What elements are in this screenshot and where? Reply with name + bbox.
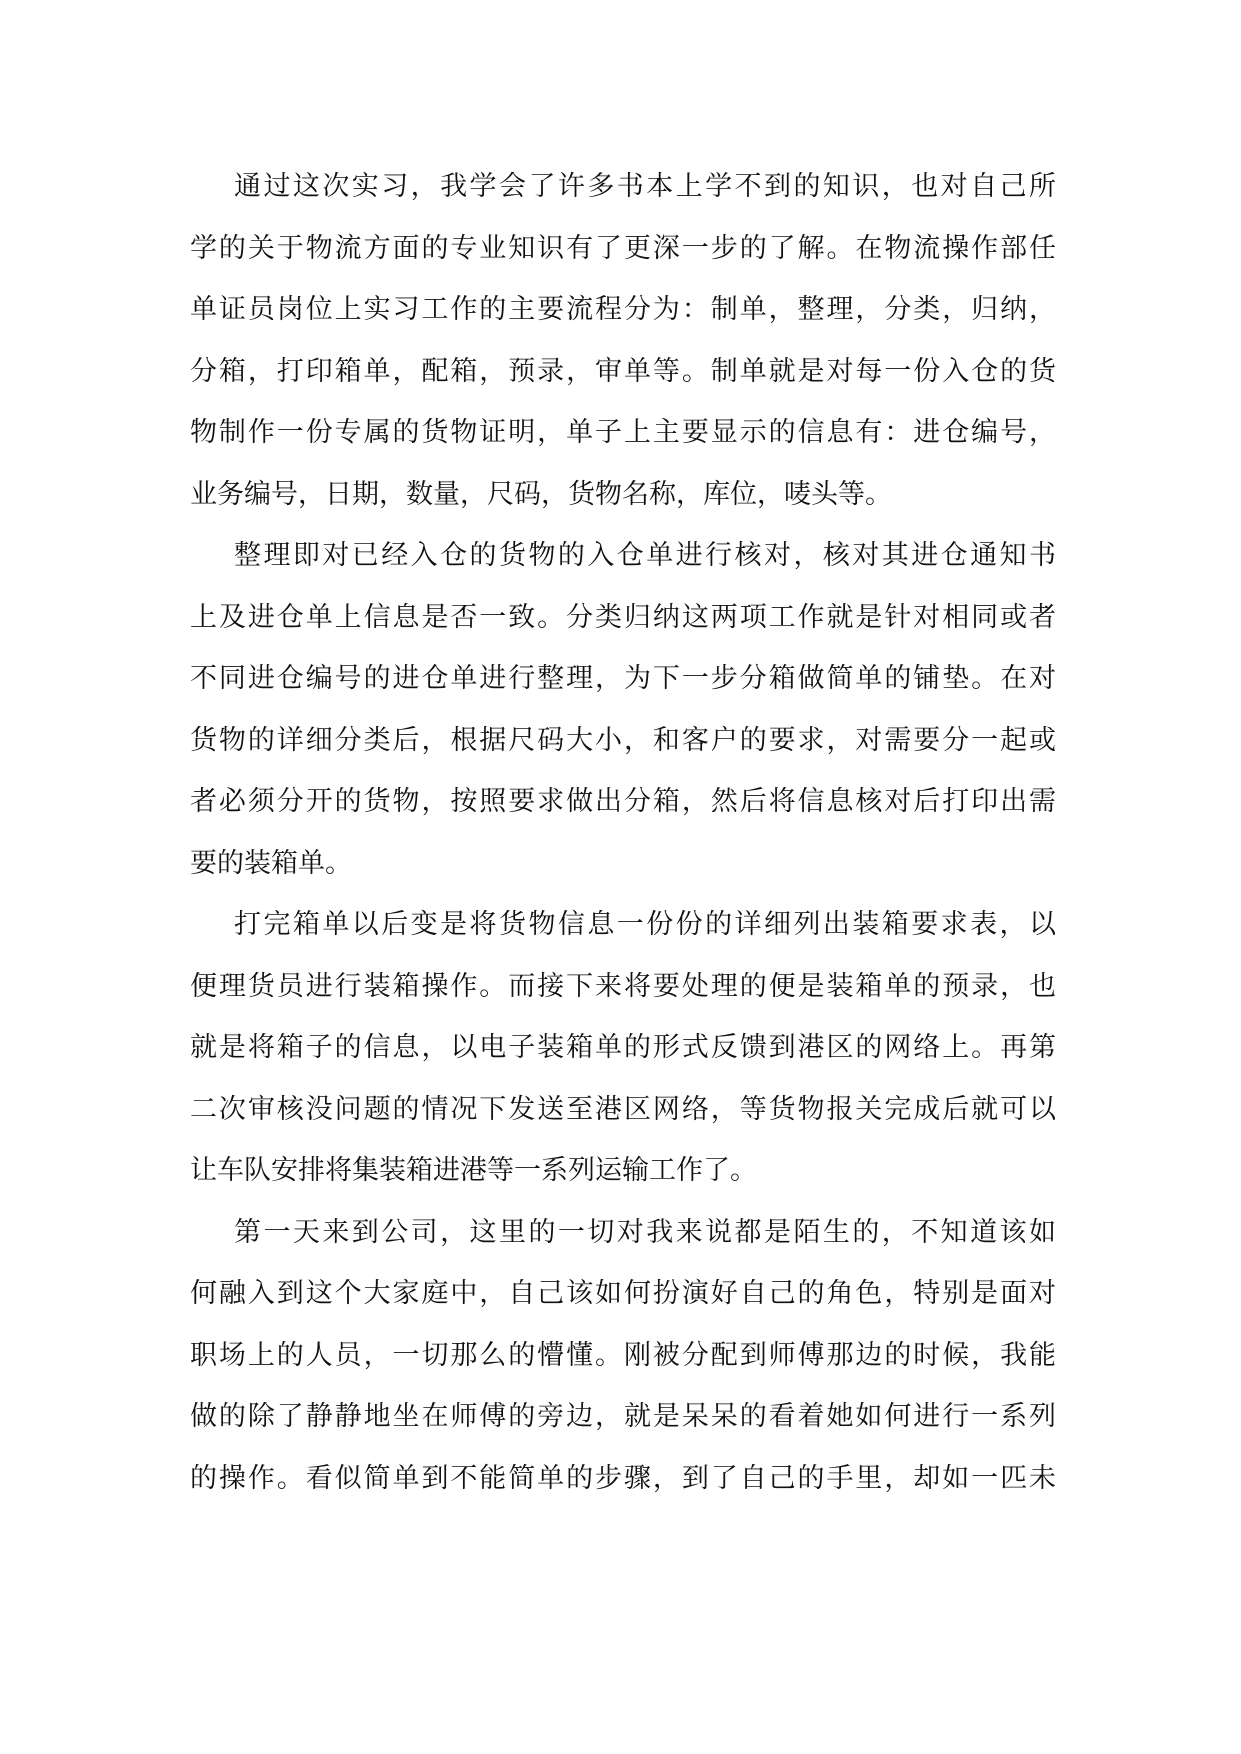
paragraph-2 [190, 525, 1056, 894]
text-line: 整理即对已经入仓的货物的入仓单进行核对，核对其进仓通知书 [234, 540, 1056, 571]
text-line: 就是将箱子的信息，以电子装箱单的形式反馈到港区的网络上。再第 [190, 1032, 1056, 1063]
text-line: 便理货员进行装箱操作。而接下来将要处理的便是装箱单的预录，也 [190, 970, 1056, 1002]
text-line: 上及进仓单上信息是否一致。分类归纳这两项工作就是针对相同或者 [190, 601, 1056, 633]
text-line: 学的关于物流方面的专业知识有了更深一步的了解。在物流操作部任 [190, 232, 1056, 264]
text-line: 单证员岗位上实习工作的主要流程分为：制单，整理，分类，归纳， [190, 294, 1056, 325]
text-line: 打完箱单以后变是将货物信息一份份的详细列出装箱要求表，以 [234, 909, 1056, 940]
text-line: 二次审核没问题的情况下发送至港区网络，等货物报关完成后就可以 [190, 1093, 1056, 1125]
paragraph-4 [190, 1202, 1056, 1510]
text-line: 第一天来到公司，这里的一切对我来说都是陌生的，不知道该如 [234, 1216, 1056, 1248]
text-line: 职场上的人员，一切那么的懵懂。刚被分配到师傅那边的时候，我能 [190, 1339, 1056, 1371]
text-line: 做的除了静静地坐在师傅的旁边，就是呆呆的看着她如何进行一系列 [190, 1401, 1056, 1432]
text-line: 通过这次实习，我学会了许多书本上学不到的知识，也对自己所 [234, 171, 1056, 202]
text-line: 者必须分开的货物，按照要求做出分箱，然后将信息核对后打印出需 [190, 786, 1056, 817]
text-line: 不同进仓编号的进仓单进行整理，为下一步分箱做简单的铺垫。在对 [190, 663, 1056, 694]
text-line: 的操作。看似简单到不能简单的步骤，到了自己的手里，却如一匹未 [190, 1462, 1056, 1494]
text-line: 业务编号，日期，数量，尺码，货物名称，库位，唛头等。 [190, 478, 892, 510]
text-line: 货物的详细分类后，根据尺码大小，和客户的要求，对需要分一起或 [190, 724, 1056, 756]
document-body [190, 156, 1056, 1509]
text-line: 何融入到这个大家庭中，自己该如何扮演好自己的角色，特别是面对 [190, 1278, 1056, 1309]
text-line: 物制作一份专属的货物证明，单子上主要显示的信息有：进仓编号， [190, 417, 1056, 448]
text-line: 要的装箱单。 [190, 847, 352, 879]
text-line: 分箱，打印箱单，配箱，预录，审单等。制单就是对每一份入仓的货 [190, 355, 1056, 387]
paragraph-1 [190, 156, 1056, 525]
paragraph-3 [190, 894, 1056, 1202]
text-line: 让车队安排将集装箱进港等一系列运输工作了。 [190, 1155, 757, 1186]
